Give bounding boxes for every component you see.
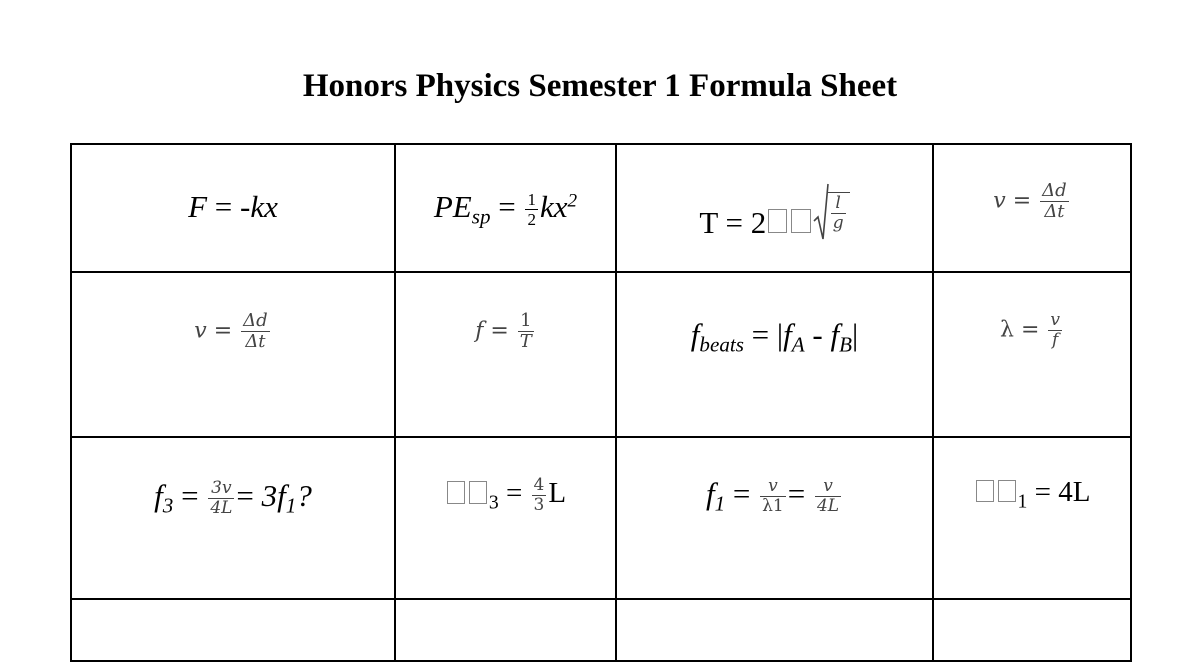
formula-term-subscript: B [839, 332, 852, 357]
formula-rhs-subscript: 1 [285, 493, 297, 518]
missing-glyph-icon [469, 481, 487, 504]
fraction [518, 311, 534, 352]
formula-lhs: f [154, 478, 163, 513]
fraction-numerator: v [815, 477, 841, 497]
formula-term: f [830, 317, 840, 352]
equals-sign: = [213, 318, 233, 344]
formula-rhs: 3f [261, 478, 286, 513]
formula-cell [71, 144, 395, 272]
velocity-formula [934, 181, 1130, 222]
formula-cell [616, 144, 933, 272]
fundamental-frequency-formula [617, 476, 932, 517]
square-root-icon [813, 183, 850, 241]
fraction-numerator: 1 [527, 190, 536, 210]
formula-lhs: PE [433, 189, 472, 224]
formula-lhs: λ [1000, 317, 1014, 343]
frequency-formula [396, 311, 615, 352]
fraction-denominator: 4L [210, 498, 233, 519]
formula-cell [71, 599, 395, 661]
formula-rhs-superscript: 2 [567, 190, 578, 212]
fraction [532, 476, 547, 515]
missing-glyph-icon [998, 480, 1016, 503]
fraction-denominator: λ1 [762, 496, 784, 517]
minus-sign: - [812, 317, 823, 352]
fraction-denominator: 4L [816, 496, 840, 517]
formula-cell [395, 144, 616, 272]
wavelength-formula [934, 311, 1130, 350]
fraction-denominator: g [832, 212, 844, 233]
formula-cell [616, 272, 933, 437]
fraction-denominator: f [1052, 330, 1059, 350]
fraction-denominator: Δt [1044, 201, 1065, 222]
formula-term-subscript: A [791, 332, 805, 357]
fraction-numerator: Δd [243, 310, 268, 331]
fraction [1048, 311, 1062, 350]
formula-lhs-subscript: 3 [488, 491, 499, 514]
formula-lhs-subscript: 1 [714, 491, 726, 516]
formula-cell [395, 599, 616, 661]
fraction-numerator: 3v [208, 479, 234, 499]
formula-rhs: kx [539, 189, 568, 224]
equals-sign: = [181, 478, 199, 513]
beat-frequency-formula [617, 317, 932, 358]
missing-glyph-icon [768, 209, 787, 233]
spring-pe-formula [396, 189, 615, 230]
fraction [831, 194, 846, 233]
formula-lhs: F [188, 189, 208, 224]
formula-lhs: T = 2 [699, 205, 767, 241]
formula-rhs: -kx [240, 189, 278, 224]
page-title: Honors Physics Semester 1 Formula Sheet [302, 68, 898, 104]
formula-tail: ? [296, 478, 312, 513]
formula-lhs-subscript: sp [471, 204, 491, 229]
fraction-numerator: 4 [533, 475, 545, 495]
fraction-numerator: v [760, 477, 786, 497]
equals-sign: = [732, 476, 751, 511]
missing-glyph-icon [791, 209, 810, 233]
fundamental-wavelength-formula [934, 476, 1130, 513]
equals-sign: = [236, 478, 254, 513]
formula-cell [933, 272, 1131, 437]
equals-sign: = [498, 189, 516, 224]
equals-sign: = [505, 477, 523, 510]
fraction-numerator: v [1050, 310, 1060, 330]
formula-cell [71, 272, 395, 437]
formula-lhs-subscript: beats [699, 332, 744, 357]
fraction [815, 477, 841, 516]
hookes-law-formula [72, 189, 394, 225]
missing-glyph-icon [447, 481, 465, 504]
table-row [71, 272, 1131, 437]
formula-lhs: f [690, 317, 700, 352]
pendulum-period-formula [617, 183, 932, 241]
missing-glyph-icon [976, 480, 994, 503]
formula-rhs: = 4L [1034, 476, 1091, 508]
formula-cell [933, 599, 1131, 661]
equals-sign: = [214, 189, 233, 224]
formula-cell [395, 437, 616, 599]
velocity-formula [72, 311, 394, 352]
fraction [241, 311, 270, 352]
third-harmonic-wavelength-formula [396, 476, 615, 515]
fraction-denominator: T [519, 331, 532, 352]
equals-sign: = [1020, 317, 1040, 343]
fraction [208, 479, 234, 518]
fraction-denominator: 3 [533, 495, 545, 515]
formula-table [70, 143, 1132, 662]
formula-cell [71, 437, 395, 599]
equals-sign: = [787, 476, 806, 511]
equals-sign: = [490, 318, 509, 344]
formula-lhs: f [705, 476, 715, 511]
formula-cell [616, 599, 933, 661]
fraction-numerator: 1 [518, 311, 534, 332]
fraction-numerator: Δd [1042, 180, 1067, 201]
formula-lhs: f [475, 318, 484, 344]
equals-sign: = [751, 317, 770, 352]
fraction [1040, 181, 1069, 222]
formula-rhs: L [548, 477, 567, 510]
formula-cell [933, 437, 1131, 599]
formula-lhs-subscript: 3 [162, 493, 174, 518]
absolute-bar: | [776, 317, 784, 352]
fraction [525, 190, 538, 229]
formula-lhs: v [993, 188, 1006, 214]
equals-sign: = [1012, 188, 1032, 214]
table-row [71, 599, 1131, 661]
absolute-bar: | [851, 317, 859, 352]
formula-term: f [783, 317, 792, 352]
formula-lhs: v [194, 318, 207, 344]
fraction-denominator: 2 [527, 210, 536, 230]
third-harmonic-formula [72, 478, 394, 519]
formula-cell [395, 272, 616, 437]
table-row [71, 144, 1131, 272]
formula-cell [616, 437, 933, 599]
fraction-denominator: Δt [245, 331, 266, 352]
formula-cell [933, 144, 1131, 272]
fraction-numerator: l [831, 194, 846, 214]
formula-lhs-subscript: 1 [1017, 490, 1028, 513]
fraction [760, 477, 786, 516]
table-row [71, 437, 1131, 599]
